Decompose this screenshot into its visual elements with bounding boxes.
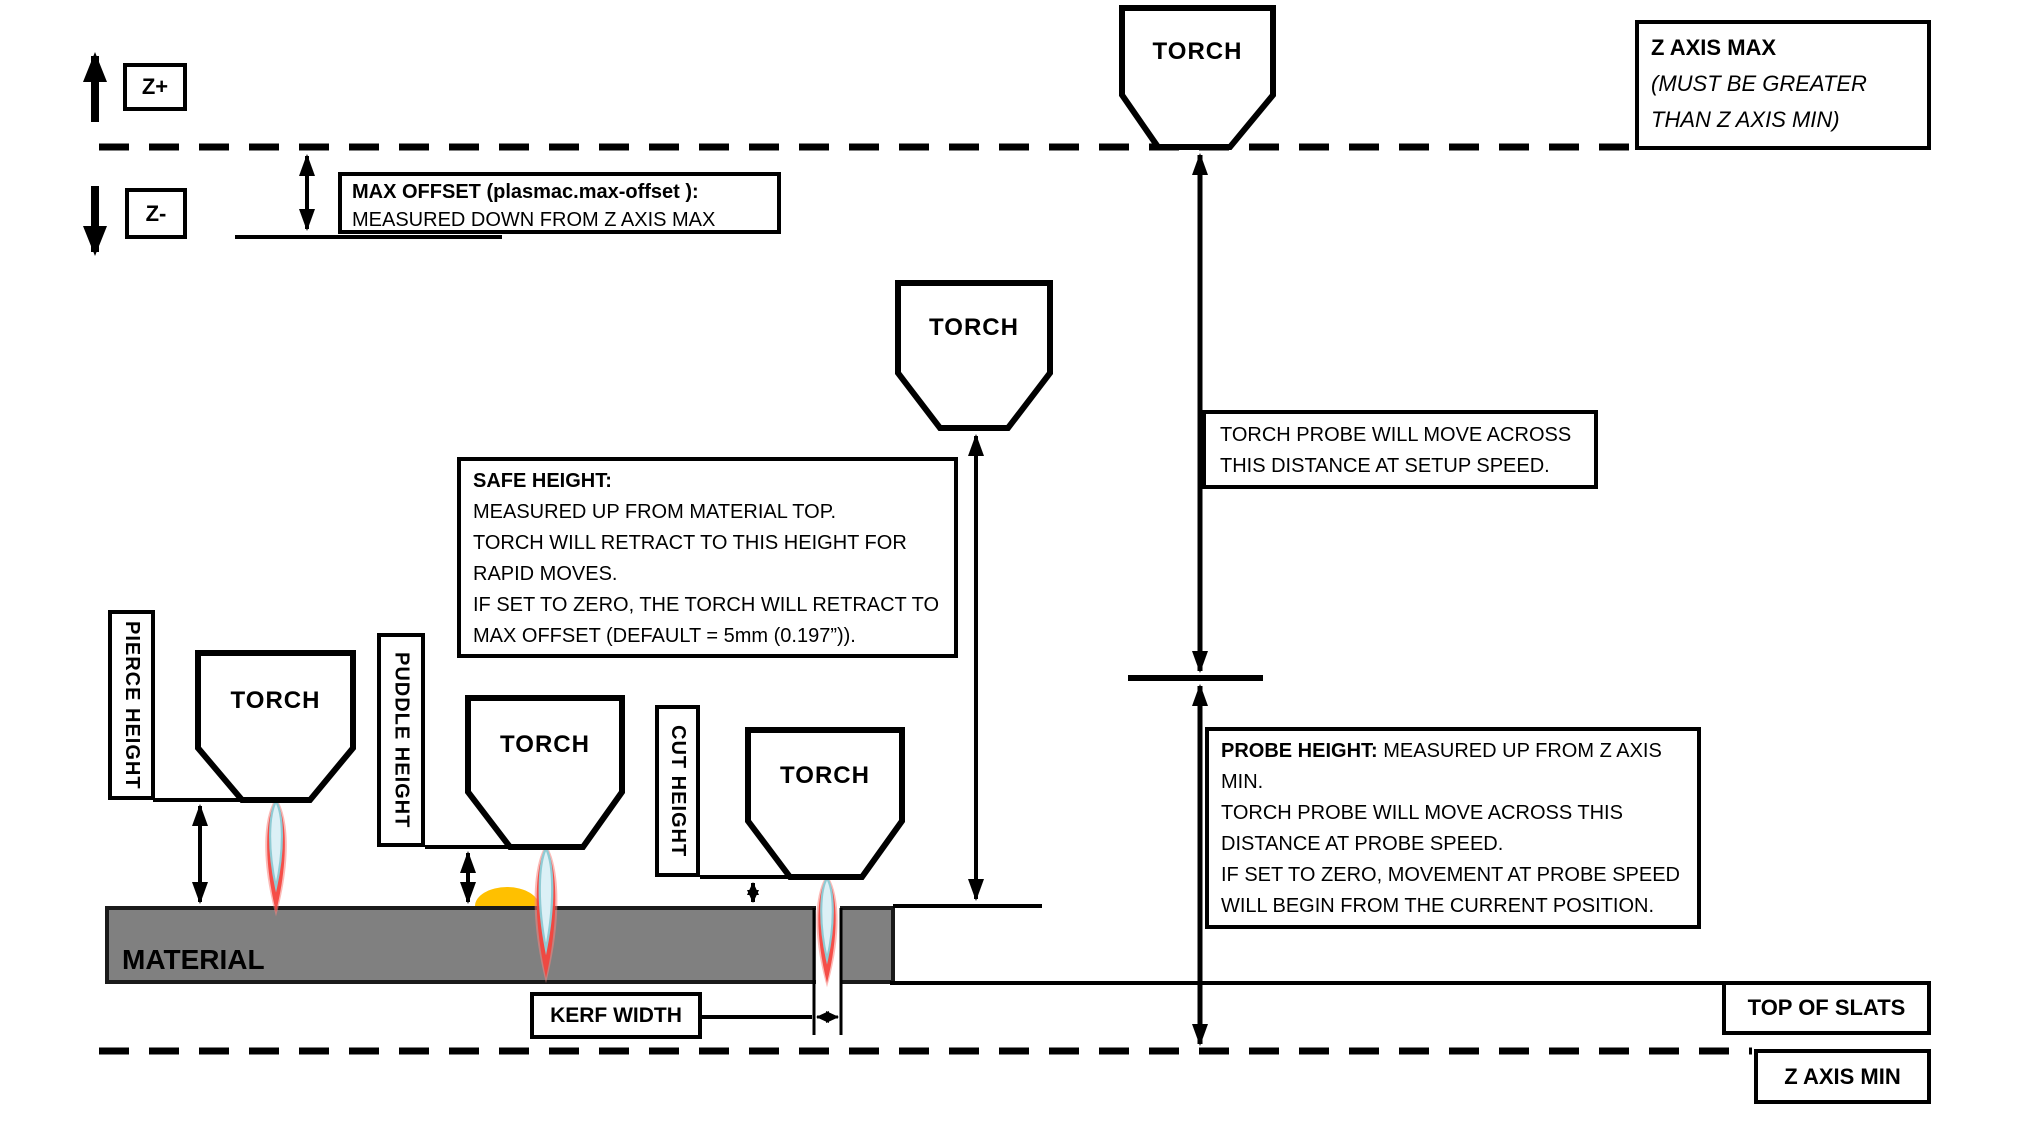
kerf-width-box: KERF WIDTH [530,992,702,1039]
torch-label-probe-start: TORCH [1152,37,1243,65]
molten-puddle [475,887,539,906]
pierce-height-label-box [108,610,155,800]
probe-height-line: MIN. [1221,771,1264,793]
cut-height-label: CUT HEIGHT [667,724,689,858]
torch-probe-box [1202,410,1598,489]
probe-height-line: WILL BEGIN FROM THE CURRENT POSITION. [1221,895,1655,917]
probe-height-line: IF SET TO ZERO, MOVEMENT AT PROBE SPEED [1221,864,1680,886]
torch-probe-line: THIS DISTANCE AT SETUP SPEED. [1220,455,1550,477]
probe-height-line: TORCH PROBE WILL MOVE ACROSS THIS [1221,802,1623,824]
safe-height-box [457,457,958,658]
puddle-height-label: PUDDLE HEIGHT [390,651,413,829]
z-axis-min-box: Z AXIS MIN [1754,1049,1931,1104]
puddle-height-label-box [377,633,425,847]
material-label: MATERIAL [122,944,265,975]
z-plus-label: Z+ [141,74,169,99]
safe-height-line: IF SET TO ZERO, THE TORCH WILL RETRACT TO [473,594,940,616]
pierce-flame-icon [265,798,287,917]
probe-height-title: PROBE HEIGHT: [1221,740,1378,762]
cut-height-label-box [655,705,700,877]
z-axis-max-title: Z AXIS MAX [1651,35,1777,60]
probe-height-title-rest: MEASURED UP FROM Z AXIS [1377,740,1662,762]
z-axis-max-note-line1: (MUST BE GREATER [1651,71,1867,96]
z-plus-box [123,63,187,111]
safe-height-line: MEASURED UP FROM MATERIAL TOP. [473,501,837,523]
safe-height-title: SAFE HEIGHT: [473,470,612,492]
top-of-slats-box: TOP OF SLATS [1722,981,1931,1035]
probe-height-line: DISTANCE AT PROBE SPEED. [1221,833,1504,855]
z-minus-box [125,188,187,239]
z-axis-max-note-line2: THAN Z AXIS MIN) [1651,107,1840,132]
torch-label-safe-height: TORCH [929,314,1019,341]
z-axis-max-box [1635,20,1931,150]
torch-probe-line: TORCH PROBE WILL MOVE ACROSS [1220,424,1572,446]
max-offset-box [338,172,781,234]
torch-label-cut: TORCH [780,761,870,789]
z-minus-label: Z- [145,200,167,226]
max-offset-body: MEASURED DOWN FROM Z AXIS MAX [352,209,716,231]
safe-height-line: MAX OFFSET (DEFAULT = 5mm (0.197”)). [473,625,856,647]
safe-height-line: RAPID MOVES. [473,563,618,585]
max-offset-title: MAX OFFSET (plasmac.max-offset ): [352,181,699,203]
torch-label-puddle: TORCH [500,731,590,758]
torch-label-pierce: TORCH [230,686,321,714]
pierce-height-label: PIERCE HEIGHT [121,620,143,790]
safe-height-line: TORCH WILL RETRACT TO THIS HEIGHT FOR [473,532,907,554]
probe-height-box [1205,727,1701,929]
